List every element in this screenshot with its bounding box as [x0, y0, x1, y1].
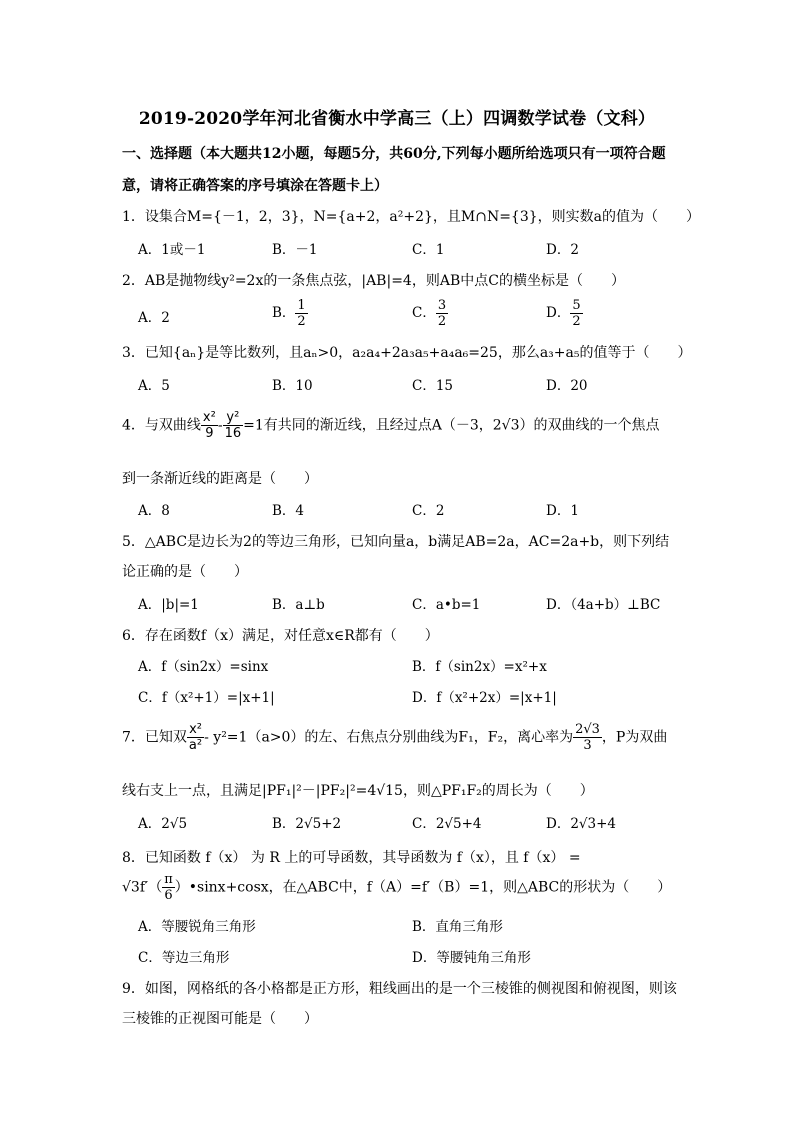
q4-option-a: A．8 — [138, 503, 170, 519]
q4-option-b: B．4 — [272, 503, 305, 519]
q3-stem: 3．已知{aₙ}是等比数列，且aₙ>0，a₂a₄+2a₃a₅+a₄a₆=25，那么a₃+a₅的值等于（ ） — [122, 345, 692, 361]
section-heading-line1: 一、选择题（本大题共12小题，每题5分，共60分,下列每小题所给选项只有一项符合题 — [122, 146, 666, 162]
q7-line2: 线右支上一点，且满足|PF₁|²－|PF₂|²=4√15，则△PF₁F₂的周长为（ ） — [122, 783, 594, 799]
fraction-denominator: 6 — [164, 888, 173, 903]
q7-fraction-eccentricity — [573, 722, 602, 753]
q3-option-c: C．15 — [412, 378, 454, 394]
q7-stem — [122, 722, 667, 753]
q2-option-a-letter: A． — [138, 310, 162, 326]
q8-line2-suffix: ）•sinx+cosx，在△ABC中，f（A）=f′（B）=1，则△ABC的形状为（ ） — [174, 879, 672, 896]
fraction-denominator: 2 — [437, 314, 447, 329]
fraction-numerator: x² — [202, 410, 216, 425]
q8-option-d: D．等腰钝角三角形 — [412, 950, 531, 966]
q7-option-a: A．2√5 — [138, 816, 188, 832]
q7-option-d: D．2√3+4 — [546, 816, 617, 832]
q4-fraction-x — [201, 410, 218, 441]
q5-line2: 论正确的是（ ） — [122, 564, 248, 580]
q6-option-a: A．f（sin2x）=sinx — [138, 659, 269, 675]
q5-option-b: B．a⊥b — [272, 597, 325, 613]
section-heading — [122, 138, 682, 202]
q7-option-c: C．2√5+4 — [412, 816, 482, 832]
q4-minus: - — [217, 417, 223, 434]
q8-option-c: C．等边三角形 — [138, 950, 230, 966]
exam-title: 2019-2020学年河北省衡水中学高三（上）四调数学试卷（文科） — [138, 109, 656, 129]
fraction-numerator: 2√3 — [575, 722, 600, 737]
q2-option-c — [412, 298, 448, 329]
q4-option-c: C．2 — [412, 503, 445, 519]
q8-line2-prefix: √3f′（ — [122, 879, 163, 896]
q6-stem: 6．存在函数f（x）满足，对任意x∈R都有（ ） — [122, 628, 439, 644]
q3-option-a: A．5 — [138, 378, 170, 394]
q2-option-b-fraction — [295, 298, 307, 329]
q9-line2: 三棱锥的正视图可能是（ ） — [122, 1011, 318, 1027]
q6-option-d: D．f（x²+2x）=|x+1| — [412, 690, 557, 706]
fraction-numerator: 5 — [572, 298, 581, 313]
q2-option-c-fraction — [436, 298, 448, 329]
q8-fraction-pi — [162, 872, 175, 903]
fraction-denominator: 16 — [224, 426, 242, 441]
q2-option-a — [138, 306, 170, 326]
q2-option-d-letter: D． — [546, 305, 571, 321]
q8-line2 — [122, 872, 671, 903]
q9-line1: 9．如图，网格纸的各小格都是正方形，粗线画出的是一个三棱锥的侧视图和俯视图，则该 — [122, 981, 677, 997]
q6-option-b: B．f（sin2x）=x²+x — [412, 659, 547, 675]
q2-stem: 2．AB是抛物线y²=2x的一条焦点弦，|AB|=4，则AB中点C的横坐标是（ ） — [122, 273, 625, 289]
q6-option-c: C．f（x²+1）=|x+1| — [138, 690, 275, 706]
q7-suffix: ，P为双曲 — [601, 729, 668, 746]
q2-option-a-value: 2 — [161, 310, 170, 326]
fraction-denominator: 9 — [205, 426, 214, 441]
fraction-numerator: π — [164, 872, 173, 887]
fraction-denominator: a² — [188, 738, 203, 753]
fraction-numerator: 3 — [437, 298, 447, 313]
q7-fraction-x — [187, 722, 204, 753]
q2-option-b — [272, 298, 308, 329]
q8-line1: 8．已知函数 f（x） 为 R 上的可导函数，其导函数为 f（x），且 f（x） = — [122, 850, 581, 866]
q4-fraction-y — [223, 410, 244, 441]
q8-option-b: B．直角三角形 — [412, 919, 503, 935]
q8-option-a: A．等腰锐角三角形 — [138, 919, 256, 935]
fraction-numerator: x² — [187, 722, 204, 738]
fraction-denominator: 2 — [572, 314, 581, 329]
q1-option-b: B．－1 — [272, 242, 318, 258]
q2-option-b-letter: B． — [272, 305, 296, 321]
q4-option-d: D．1 — [546, 503, 579, 519]
q4-stem — [122, 410, 660, 441]
q7-middle: - y²=1（a>0）的左、右焦点分别曲线为F₁，F₂，离心率为 — [204, 729, 574, 746]
q5-option-a: A．|b|=1 — [138, 597, 199, 613]
q5-line1: 5．△ABC是边长为2的等边三角形，已知向量a，b满足AB=2a，AC=2a+b，则下列结 — [122, 534, 670, 550]
q4-suffix: 有共同的渐近线，且经过点A（－3，2√3）的双曲线的一个焦点 — [263, 417, 660, 434]
q2-option-d — [546, 298, 583, 329]
fraction-denominator: 2 — [297, 314, 306, 329]
q1-stem: 1．设集合M={－1，2，3}，N={a+2，a²+2}，且M∩N={3}，则实数a的值为（ ） — [122, 209, 700, 225]
q5-option-c: C．a•b=1 — [412, 597, 481, 613]
q7-option-b: B．2√5+2 — [272, 816, 342, 832]
fraction-numerator: y² — [223, 410, 244, 426]
q3-option-d: D．20 — [546, 378, 588, 394]
q4-prefix: 4．与双曲线 — [122, 417, 201, 434]
q1-option-a: A．1或－1 — [138, 242, 206, 258]
q4-equals: =1 — [243, 417, 264, 434]
q5-option-d: D．（4a+b）⊥BC — [546, 597, 661, 613]
q2-option-d-fraction — [570, 298, 582, 329]
q7-prefix: 7．已知双 — [122, 729, 187, 746]
fraction-denominator: 3 — [583, 738, 592, 753]
section-heading-line2: 意，请将正确答案的序号填涂在答题卡上） — [122, 178, 388, 194]
fraction-numerator: 1 — [297, 298, 306, 313]
q3-option-b: B．10 — [272, 378, 313, 394]
q4-line2: 到一条渐近线的距离是（ ） — [122, 471, 318, 487]
q2-option-c-letter: C． — [412, 305, 436, 321]
q1-option-c: C．1 — [412, 242, 445, 258]
q1-option-d: D．2 — [546, 242, 579, 258]
